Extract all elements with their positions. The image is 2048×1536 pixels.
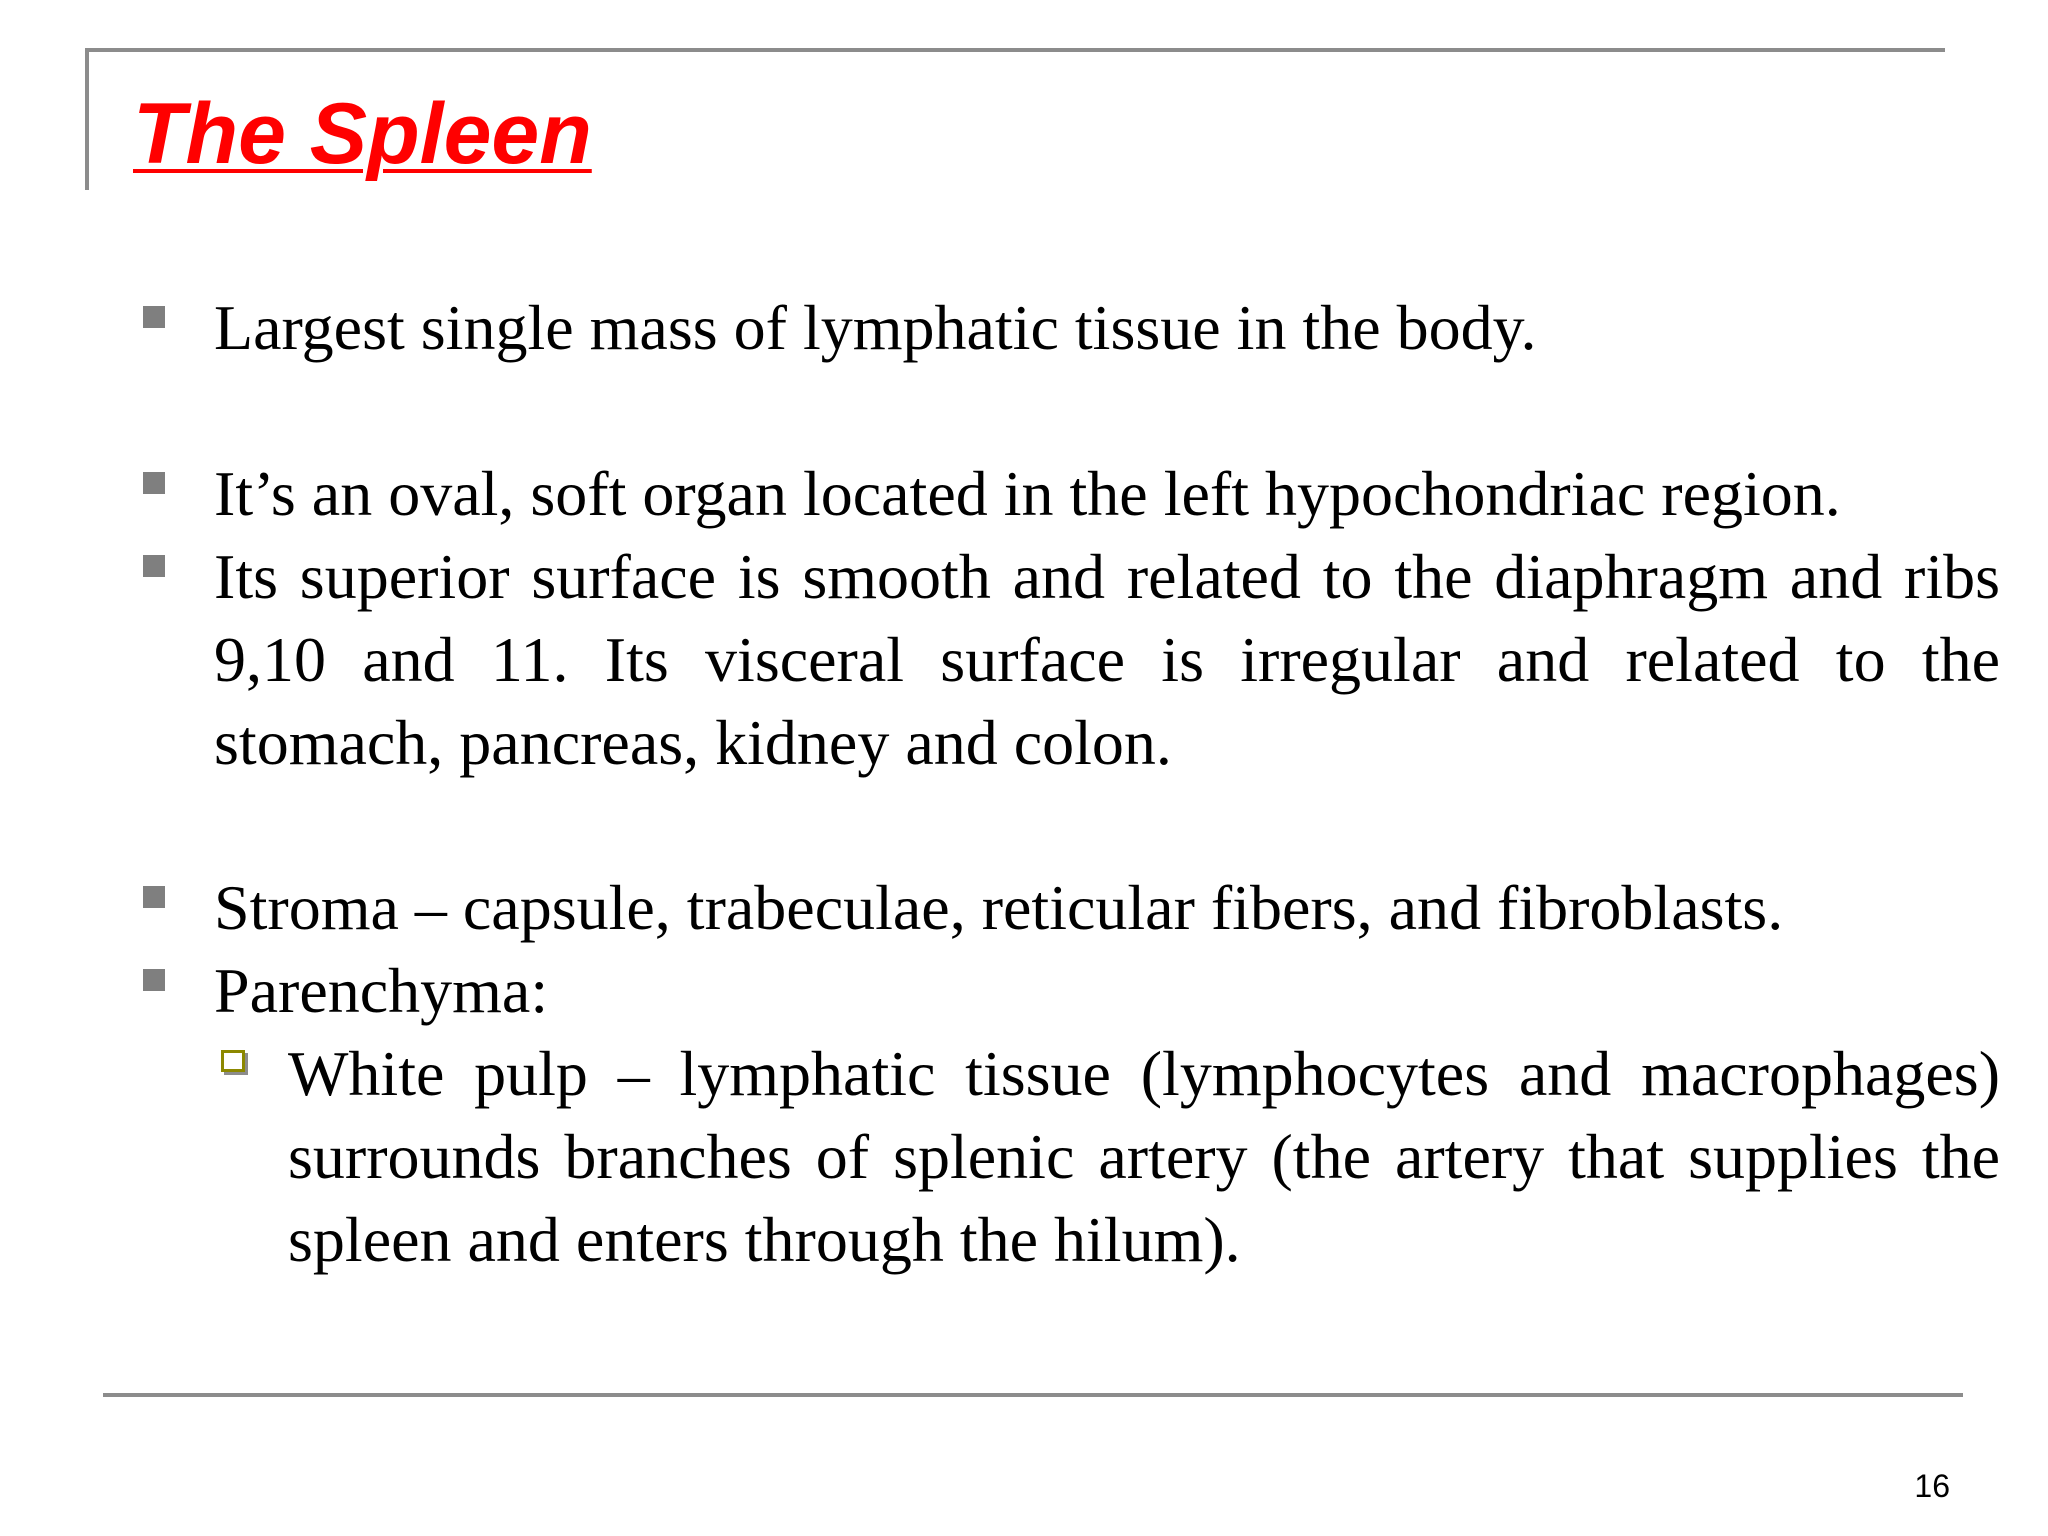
square-bullet-icon	[143, 306, 165, 328]
bullet-item: Parenchyma:	[214, 955, 549, 1026]
square-bullet-icon	[143, 886, 165, 908]
bullet-item: Largest single mass of lymphatic tissue in the body.	[214, 292, 1537, 363]
bullet-item: Stroma – capsule, trabeculae, reticular fibers, and fibroblasts.	[214, 872, 1784, 943]
bottom-frame-line	[103, 1393, 1963, 1397]
square-bullet-icon	[143, 472, 165, 494]
box-bullet-icon	[221, 1050, 245, 1072]
square-bullet-icon	[143, 555, 165, 577]
square-bullet-icon	[143, 969, 165, 991]
slide-title: The Spleen	[133, 86, 592, 182]
bullet-item: Its superior surface is smooth and related to the diaphragm and ribs 9,10 and 11. Its visceral surface is irregular and related to the stomach, pancreas, kidney and colon.	[214, 541, 2000, 778]
slide-number: 16	[1914, 1468, 1950, 1504]
bullet-item: It’s an oval, soft organ located in the left hypochondriac region.	[214, 458, 1841, 529]
sub-bullet-item: White pulp – lymphatic tissue (lymphocytes and macrophages) surrounds branches of splenic artery (the artery that supplies the spleen and enters through the hilum).	[288, 1038, 2000, 1275]
